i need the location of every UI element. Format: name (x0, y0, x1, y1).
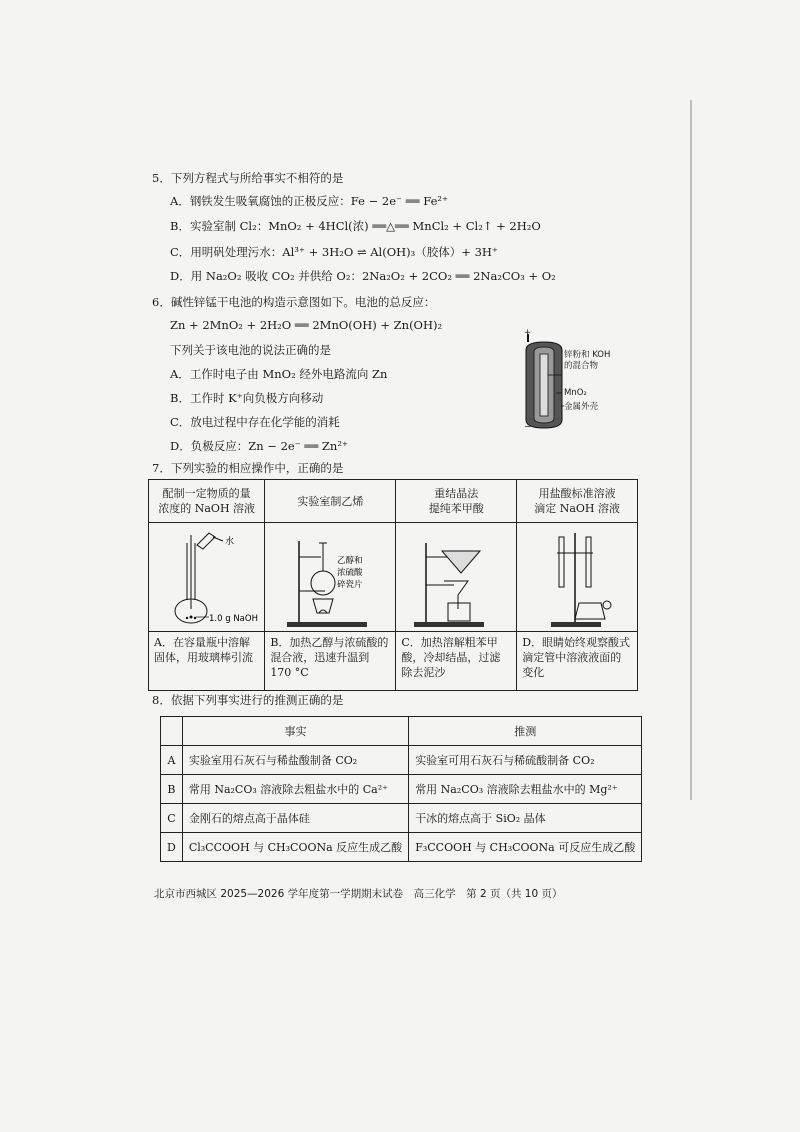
q8-header-fact: 事实 (182, 717, 408, 746)
q8-row-fact: Cl₃CCOOH 与 CH₃COONa 反应生成乙酸 (182, 833, 408, 862)
q8-row-guess: 实验室可用石灰石与稀硫酸制备 CO₂ (409, 746, 642, 775)
q7-image-b (265, 523, 396, 632)
q8-row-a (161, 746, 642, 775)
q6-option-c: C．放电过程中存在化学能的消耗 (170, 415, 340, 429)
q7-option-a: A．在容量瓶中溶解固体，用玻璃棒引流 (149, 632, 265, 691)
q7-header-a: 配制一定物质的量 浓度的 NaOH 溶液 (149, 480, 265, 523)
q7-table (148, 479, 638, 691)
battery-label-zinc-2: 的混合物 (564, 361, 599, 371)
q7-option-c: C．加热溶解粗苯甲酸，冷却结晶，过滤除去泥沙 (396, 632, 517, 691)
page-footer: 北京市西城区 2025—2026 学年度第一学期期末试卷 高三化学 第 2 页（共 10 页） (154, 888, 563, 900)
q5-option-d: D．用 Na₂O₂ 吸收 CO₂ 并供给 O₂：2Na₂O₂ + 2CO₂ ══ 2Na₂CO₃ + O₂ (170, 269, 556, 283)
battery-label-shell: 金属外壳 (564, 402, 599, 412)
q7-image-row (149, 523, 638, 632)
label-reagent-2: 浓硫酸 (337, 568, 363, 578)
q6-option-b: B．工作时 K⁺向负极方向移动 (170, 391, 324, 405)
q7-option-d: D．眼睛始终观察酸式滴定管中溶液液面的变化 (517, 632, 638, 691)
q7-image-d (517, 523, 638, 632)
page-edge-shadow (690, 100, 692, 800)
q7-stem: 7．下列实验的相应操作中，正确的是 (152, 461, 344, 475)
q7-image-c (396, 523, 517, 632)
q5-option-c: C．用明矾处理污水：Al³⁺ + 3H₂O ⇌ Al(OH)₃（胶体）+ 3H⁺ (170, 245, 498, 259)
q8-row-fact: 常用 Na₂CO₃ 溶液除去粗盐水中的 Ca²⁺ (182, 775, 408, 804)
q8-row-id: C (161, 804, 183, 833)
q8-row-id: B (161, 775, 183, 804)
q7-header-d: 用盐酸标准溶液 滴定 NaOH 溶液 (517, 480, 638, 523)
titration-apparatus-icon (517, 523, 635, 631)
q8-row-guess: F₃CCOOH 与 CH₃COONa 可反应生成乙酸 (409, 833, 642, 862)
battery-label-mno2: MnO₂ (564, 388, 587, 398)
q6-prompt: 下列关于该电池的说法正确的是 (170, 343, 331, 357)
battery-plus-sign: + (524, 328, 532, 338)
q7-header-b: 实验室制乙烯 (265, 480, 396, 523)
q5-option-b: B．实验室制 Cl₂：MnO₂ + 4HCl(浓) ══△══ MnCl₂ + Cl₂↑ + 2H₂O (170, 219, 541, 233)
q8-row-id: A (161, 746, 183, 775)
battery-minus-sign: − (524, 422, 532, 432)
volumetric-flask-icon (149, 523, 263, 631)
q7-header-row (149, 480, 638, 523)
q8-table (160, 716, 642, 862)
q8-header-guess: 推测 (409, 717, 642, 746)
label-reagent-1: 乙醇和 (337, 556, 363, 566)
q8-row-fact: 实验室用石灰石与稀盐酸制备 CO₂ (182, 746, 408, 775)
ethylene-apparatus-icon (265, 523, 393, 631)
battery-illustration (512, 330, 632, 432)
q8-row-c (161, 804, 642, 833)
battery-label-zinc: 锌粉和 KOH (564, 350, 611, 360)
q8-stem: 8．依据下列事实进行的推测正确的是 (152, 693, 344, 707)
q8-row-fact: 金刚石的熔点高于晶体硅 (182, 804, 408, 833)
q8-header-row (161, 717, 642, 746)
q8-row-guess: 干冰的熔点高于 SiO₂ 晶体 (409, 804, 642, 833)
label-reagent-3: 碎瓷片 (337, 580, 363, 590)
q6-option-a: A．工作时电子由 MnO₂ 经外电路流向 Zn (170, 367, 388, 381)
q8-header-blank (161, 717, 183, 746)
q6-equation: Zn + 2MnO₂ + 2H₂O ══ 2MnO(OH) + Zn(OH)₂ (170, 318, 443, 332)
q8-row-guess: 常用 Na₂CO₃ 溶液除去粗盐水中的 Mg²⁺ (409, 775, 642, 804)
q7-option-row (149, 632, 638, 691)
label-water: 水 (225, 537, 235, 547)
q7-header-c: 重结晶法 提纯苯甲酸 (396, 480, 517, 523)
q7-image-a (149, 523, 265, 632)
q8-row-d (161, 833, 642, 862)
q7-option-b: B．加热乙醇与浓硫酸的混合液，迅速升温到 170 °C (265, 632, 396, 691)
q6-option-d: D．负极反应：Zn − 2e⁻ ══ Zn²⁺ (170, 439, 349, 453)
label-naoh: 1.0 g NaOH (209, 614, 258, 624)
recrystallization-apparatus-icon (396, 523, 514, 631)
battery-diagram (512, 330, 632, 432)
q8-row-b (161, 775, 642, 804)
q8-row-id: D (161, 833, 183, 862)
q6-stem: 6．碱性锌锰干电池的构造示意图如下。电池的总反应： (152, 295, 436, 309)
q5-option-a: A．钢铁发生吸氧腐蚀的正极反应：Fe − 2e⁻ ══ Fe²⁺ (170, 194, 449, 208)
q5-stem: 5．下列方程式与所给事实不相符的是 (152, 171, 344, 185)
